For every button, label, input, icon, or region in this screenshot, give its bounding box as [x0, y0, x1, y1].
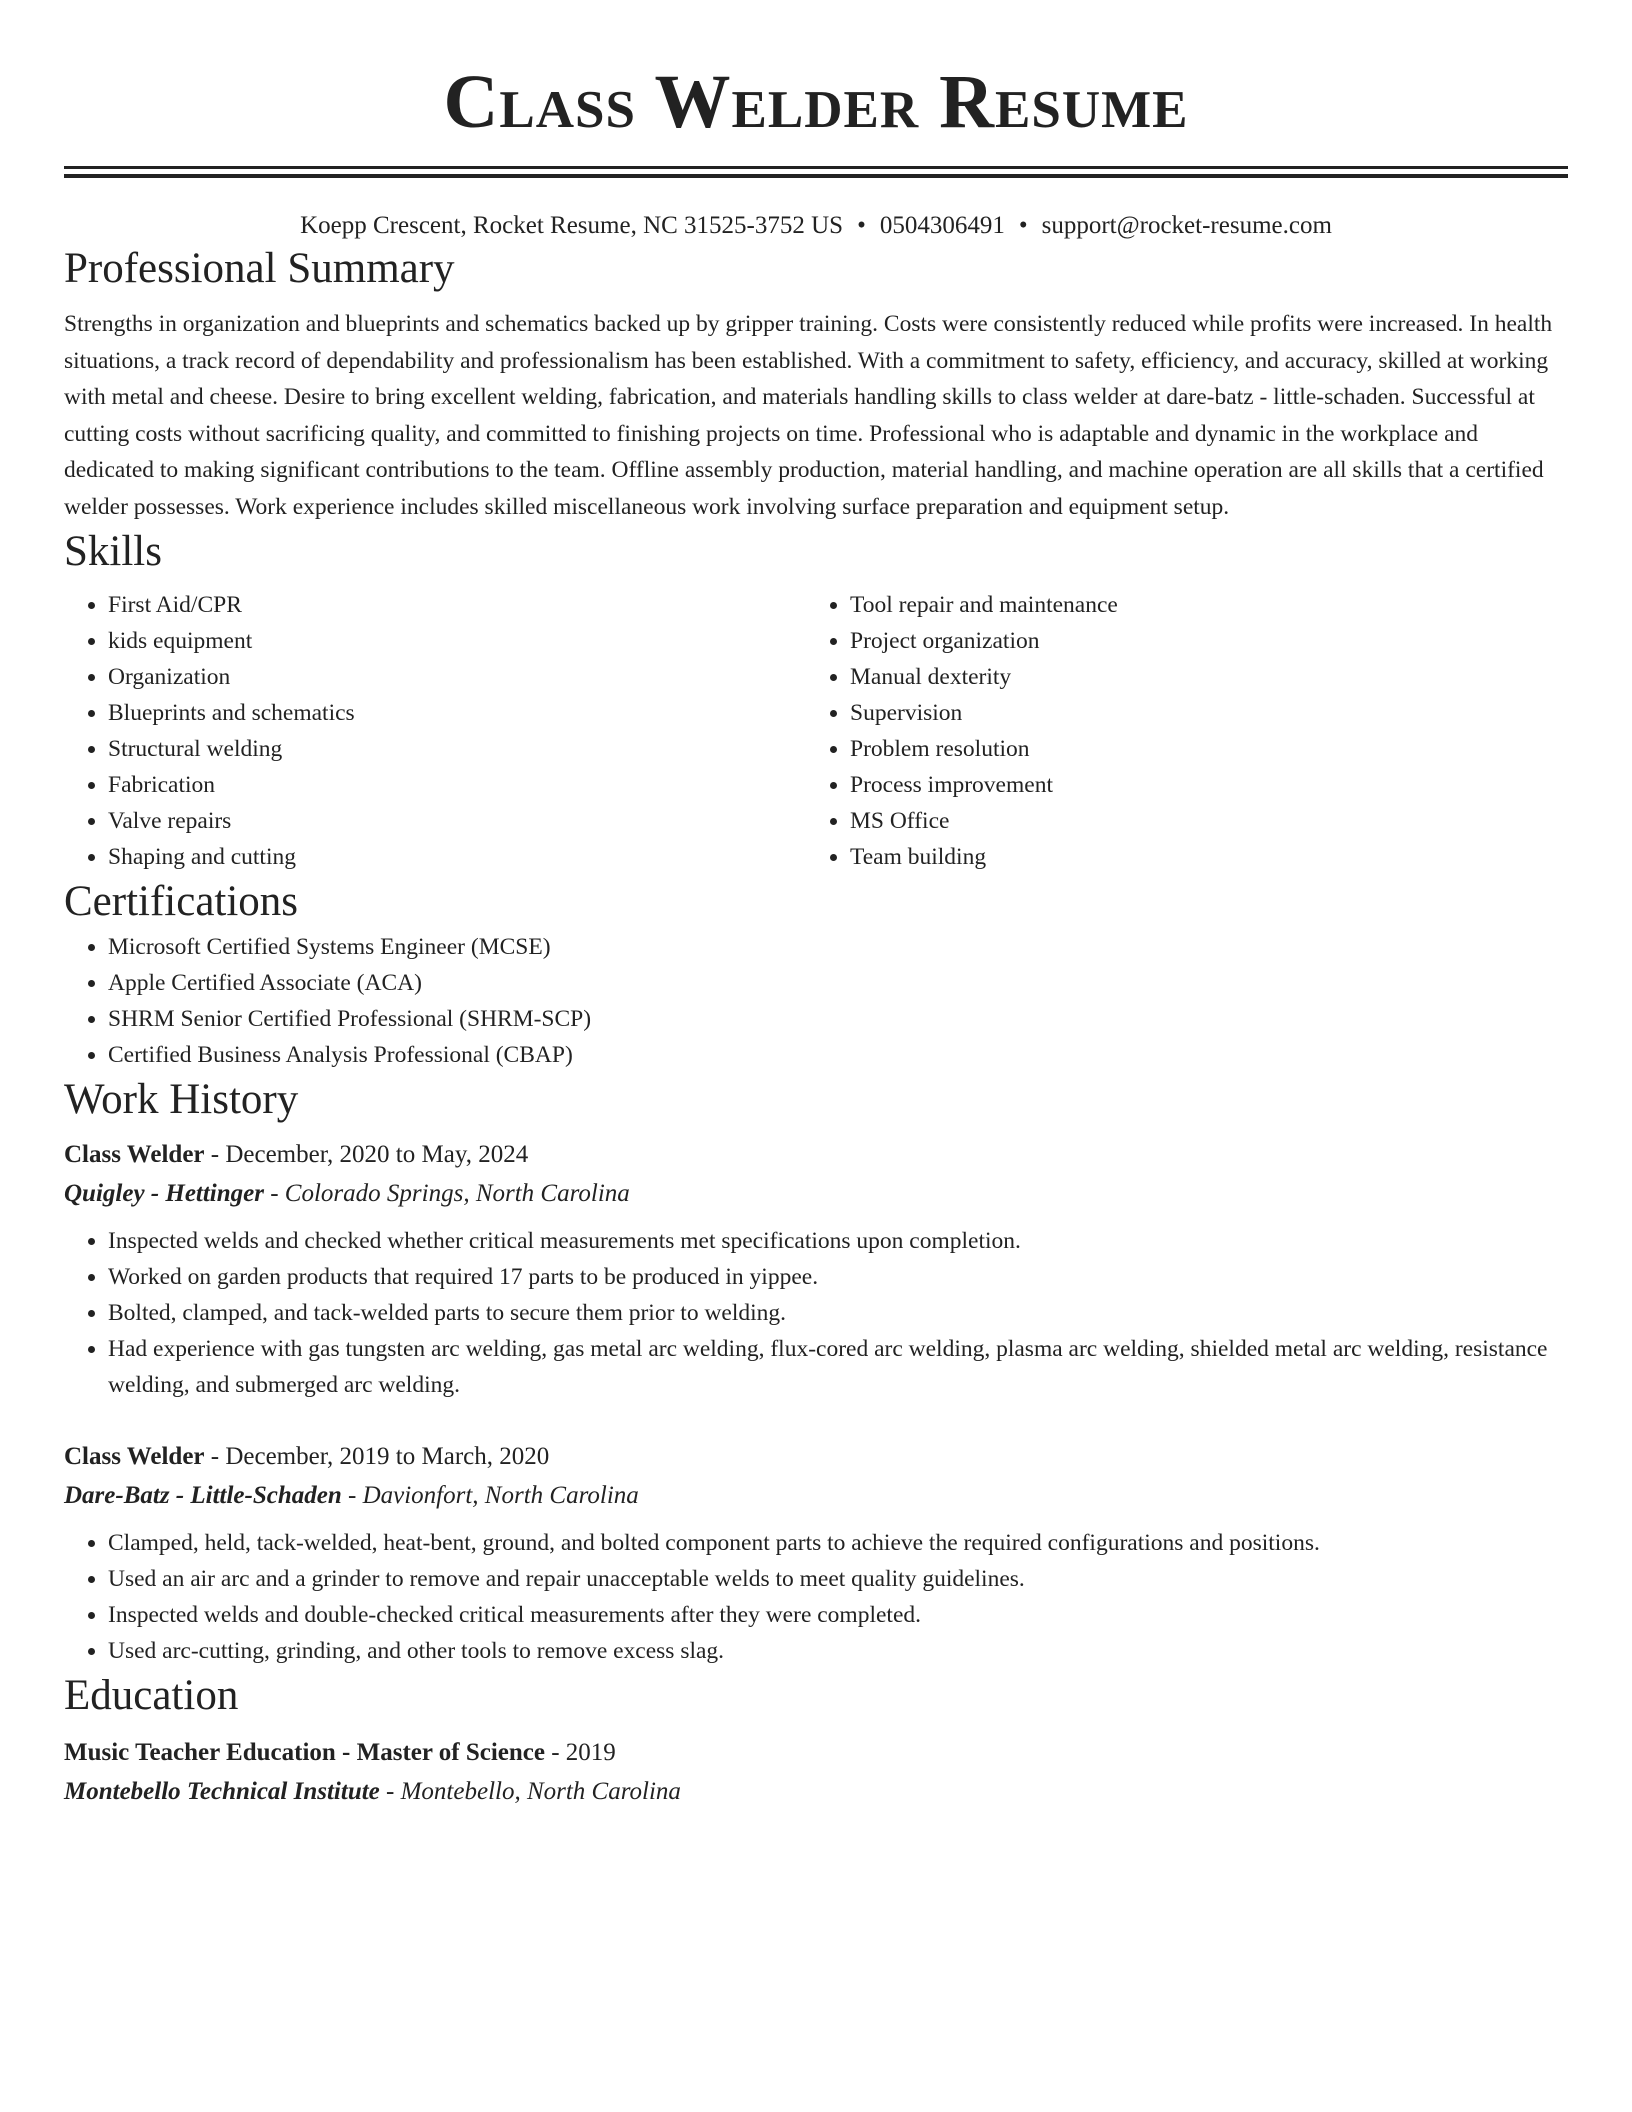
employer-line [64, 1477, 1568, 1515]
job-duty-item: • Had experience with gas tungsten arc welding, gas metal arc welding, flux-cored arc welding, plasma arc welding, shielded metal arc welding, resistance welding, and submerged arc welding. [108, 1331, 1568, 1403]
contact-phone: 0504306491 [879, 212, 1005, 239]
job-duty-item: • Used arc-cutting, grinding, and other tools to remove excess slag. [108, 1633, 1568, 1669]
title-divider-top [64, 166, 1568, 169]
employer-location: - Colorado Springs, North Carolina [263, 1180, 630, 1207]
certification-item: • Microsoft Certified Systems Engineer (MCSE) [108, 929, 1568, 965]
job-entry [64, 1135, 1568, 1403]
certifications-heading: Certifications [64, 878, 299, 925]
school-location: - Montebello, North Carolina [379, 1778, 681, 1805]
employer-location: - Davionfort, North Carolina [341, 1482, 639, 1509]
employer-line [64, 1175, 1568, 1213]
skills-list-right [806, 587, 1548, 875]
school-name: Montebello Technical Institute [64, 1778, 380, 1805]
skills-column-right [806, 587, 1548, 875]
skill-item: • Supervision [850, 695, 1548, 731]
summary-text: Strengths in organization and blueprints and schematics backed up by gripper training. Costs were consistently reduced while profits were increased. In health situations, a track record of dependability and professionalism has been established. With a commitment to safety, efficiency, and accuracy, skilled at working with metal and cheese. Desire to bring excellent welding, fabrication, and materials handling skills to class welder at dare-batz - little-schaden. Successful at cutting costs without sacrificing quality, and committed to finishing projects on time. Professional who is adaptable and dynamic in the workplace and dedicated to making significant contributions to the team. Offline assembly production, material handling, and machine operation are all skills that a certified welder possesses. Work experience includes skilled miscellaneous work involving surface preparation and equipment setup. [64, 311, 1553, 520]
skill-item: • Blueprints and schematics [108, 695, 806, 731]
job-duties-list [64, 1525, 1568, 1669]
certification-item: • SHRM Senior Certified Professional (SHRM-SCP) [108, 1001, 1568, 1037]
work-history-heading: Work History [64, 1076, 299, 1123]
skill-item: • Structural welding [108, 731, 806, 767]
skills-grid [64, 587, 1568, 875]
job-duty-item: • Bolted, clamped, and tack-welded parts to secure them prior to welding. [108, 1295, 1568, 1331]
degree-line [64, 1733, 1568, 1773]
certification-item: • Certified Business Analysis Professional (CBAP) [108, 1037, 1568, 1073]
resume-title: Class Welder Resume [443, 60, 1189, 144]
job-duty-item: • Worked on garden products that required 17 parts to be produced in yippee. [108, 1259, 1568, 1295]
job-title: Class Welder [64, 1141, 205, 1168]
job-title-line [64, 1437, 1568, 1477]
school-line [64, 1773, 1568, 1811]
job-duty-item: • Used an air arc and a grinder to remove and repair unacceptable welds to meet quality guidelines. [108, 1561, 1568, 1597]
skill-item: • Problem resolution [850, 731, 1548, 767]
degree-year: - 2019 [544, 1739, 616, 1766]
skill-item: • Shaping and cutting [108, 839, 806, 875]
skills-list-left [64, 587, 806, 875]
skill-item: • Organization [108, 659, 806, 695]
skill-item: • MS Office [850, 803, 1548, 839]
contact-separator: • [857, 212, 866, 239]
certifications-list [64, 929, 1568, 1073]
certification-item: • Apple Certified Associate (ACA) [108, 965, 1568, 1001]
employer-name: Quigley - Hettinger [64, 1180, 264, 1207]
degree-name: Music Teacher Education - Master of Science [64, 1739, 545, 1766]
skills-column-left [64, 587, 806, 875]
skill-item: • Project organization [850, 623, 1548, 659]
job-duties-list [64, 1223, 1568, 1403]
employer-name: Dare-Batz - Little-Schaden [64, 1482, 342, 1509]
contact-email: support@rocket-resume.com [1041, 212, 1332, 239]
education-heading: Education [64, 1672, 239, 1719]
skill-item: • Fabrication [108, 767, 806, 803]
contact-address: Koepp Crescent, Rocket Resume, NC 31525-3752 US [300, 212, 844, 239]
job-dates: - December, 2019 to March, 2020 [204, 1443, 550, 1470]
contact-separator: • [1018, 212, 1028, 239]
skill-item: • Tool repair and maintenance [850, 587, 1548, 623]
skill-item: • kids equipment [108, 623, 806, 659]
job-entry [64, 1437, 1568, 1669]
job-dates: - December, 2020 to May, 2024 [204, 1141, 529, 1168]
education-entry [64, 1733, 1568, 1811]
summary-heading: Professional Summary [64, 245, 455, 292]
job-title: Class Welder [64, 1443, 205, 1470]
skill-item: • Team building [850, 839, 1548, 875]
skill-item: • Valve repairs [108, 803, 806, 839]
skill-item: • Manual dexterity [850, 659, 1548, 695]
skill-item: • Process improvement [850, 767, 1548, 803]
skill-item: • First Aid/CPR [108, 587, 806, 623]
job-duty-item: • Clamped, held, tack-welded, heat-bent, ground, and bolted component parts to achieve the required configurations and positions. [108, 1525, 1568, 1561]
job-duty-item: • Inspected welds and double-checked critical measurements after they were completed. [108, 1597, 1568, 1633]
contact-line [64, 210, 1568, 242]
skills-heading: Skills [64, 528, 162, 575]
title-divider-bottom [64, 174, 1568, 178]
job-title-line [64, 1135, 1568, 1175]
job-duty-item: • Inspected welds and checked whether critical measurements met specifications upon completion. [108, 1223, 1568, 1259]
